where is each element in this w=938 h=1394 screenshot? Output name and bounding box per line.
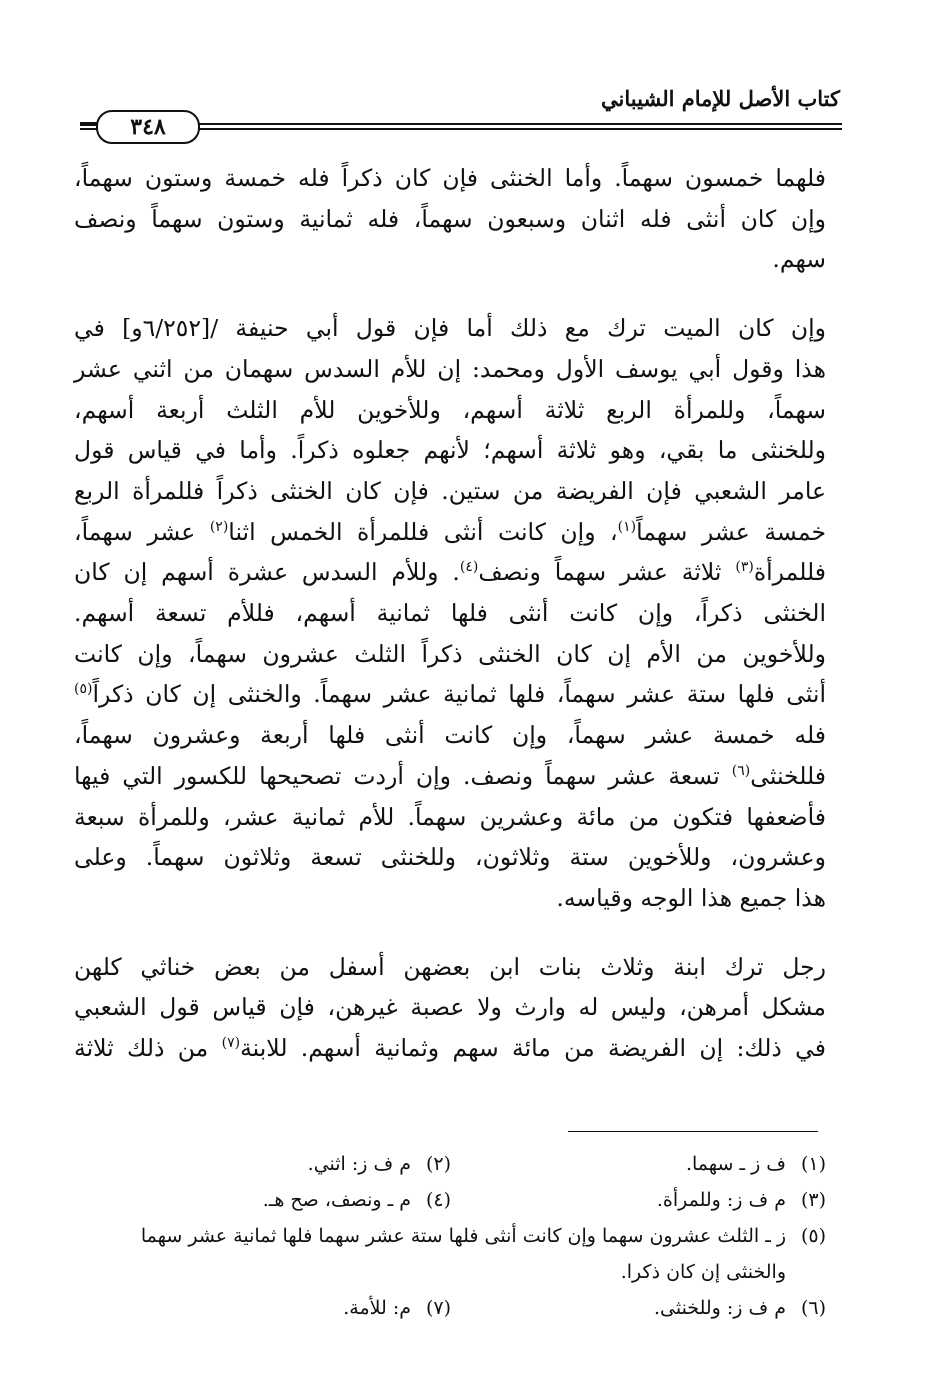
footnote-text: م: للأمة.: [343, 1297, 411, 1319]
text-line: الخنثى ذكراً، وإن كانت أنثى فلها ثمانية أسهم، فللأم تسعة أسهم.: [74, 599, 826, 628]
text-line: [74, 552, 826, 593]
page-number: ٣٤٨: [96, 110, 200, 144]
footnote-6: [451, 1290, 826, 1326]
text-line: وإن كان أنثى فله اثنان وسبعون سهماً، فله ثمانية وستون سهماً ونصف: [74, 204, 826, 233]
text-run: . وللأم السدس عشرة أسهم إن كان: [74, 558, 460, 587]
footnote-row: [76, 1218, 826, 1254]
footnote-4: [76, 1182, 451, 1218]
paragraph-1: [74, 158, 826, 280]
footnote-number: (٢): [425, 1153, 451, 1175]
footnote-mark-4: (٤): [459, 559, 479, 576]
footnote-mark-1: (١): [617, 518, 637, 535]
text-line: فلهما خمسون سهماً. وأما الخنثى فإن كان ذكراً فله خمسة وستون سهماً،: [74, 164, 826, 192]
text-run: فللمرأة: [753, 558, 826, 587]
text-run: ، وإن كانت أنثى فللمرأة الخمس اثنا: [228, 517, 618, 546]
text-run: من ذلك ثلاثة: [74, 1034, 222, 1063]
footnotes: [76, 1146, 826, 1326]
footnote-row: [76, 1182, 826, 1218]
text-run: خمسة عشر سهماً: [636, 517, 826, 546]
footnote-text: ز ـ الثلث عشرون سهما وإن كانت أنثى فلها ستة عشر سهما فلها ثمانية عشر سهما: [140, 1225, 786, 1247]
text-line: [74, 756, 826, 797]
footnote-number: (٦): [800, 1297, 826, 1319]
footnote-text: م ف ز: وللمرأة.: [656, 1189, 786, 1211]
footnote-mark-6: (٦): [731, 763, 751, 780]
text-line: هذا وقول أبي يوسف الأول ومحمد: إن للأم السدس سهمان من اثني عشر: [74, 354, 826, 383]
footnote-text: ف ز ـ سهما.: [685, 1153, 786, 1175]
footnote-number: (٧): [425, 1297, 451, 1319]
text-line: سهم.: [772, 245, 826, 274]
footnote-text: م ـ ونصف، صح هـ.: [262, 1189, 411, 1211]
text-line: مشكل أمرهن، وليس له وارث ولا عصبة غيرهن، فإن قياس قول الشعبي: [74, 993, 826, 1022]
text-line: هذا جميع هذا الوجه وقياسه.: [556, 883, 826, 912]
footnote-number: (٣): [800, 1189, 826, 1211]
footnote-row: [76, 1290, 826, 1326]
text-line: فأضعفها فتكون من مائة وعشرين سهماً. للأم ثمانية عشر، وللمرأة سبعة: [74, 802, 827, 831]
paragraph-2: [74, 308, 826, 919]
text-line: رجل ترك ابنة وثلاث بنات ابن بعضهن أسفل من بعض خناثي كلهن: [74, 952, 826, 981]
footnote-mark-2: (٢): [209, 518, 229, 535]
footnote-3: [451, 1182, 826, 1218]
text-line: وللأخوين من الأم إن كان الخنثى ذكراً الثلث عشرون سهماً، وإن كانت: [74, 639, 826, 668]
footnote-mark-5: (٥): [74, 681, 93, 698]
footnote-number: (١): [800, 1153, 826, 1175]
text-line: وللخنثى ما بقي، وهو ثلاثة أسهم؛ لأنهم جعلوه ذكراً. وأما في قياس قول: [74, 436, 826, 465]
footnote-rule: [568, 1131, 818, 1132]
footnote-2: [76, 1146, 451, 1182]
text-line: [74, 1028, 826, 1069]
text-line: [74, 674, 826, 715]
footnote-row: [76, 1254, 826, 1290]
footnote-mark-7: (٧): [221, 1035, 241, 1052]
footnote-5: [76, 1218, 826, 1254]
text-line: عامر الشعبي فإن الفريضة من ستين. فإن كان الخنثى ذكراً فللمرأة الربع: [74, 476, 826, 505]
text-line: فله خمسة عشر سهماً، وإن كانت أنثى فلها أربعة وعشرون سهماً،: [74, 721, 826, 750]
text-line: سهماً، وللمرأة الربع ثلاثة أسهم، وللأخوين للأم الثلث أربعة أسهم،: [74, 395, 826, 424]
text-run: فللخنثى: [750, 761, 826, 790]
footnote-number: (٤): [425, 1189, 451, 1211]
footnote-mark-3: (٣): [735, 559, 754, 576]
text-line: وإن كان الميت ترك مع ذلك أما فإن قول أبي حنيفة /[٦/٢٥٢و] في: [74, 314, 826, 343]
text-run: تسعة عشر سهماً ونصف. وإن أردت تصحيحها للكسور التي فيها: [74, 761, 732, 790]
text-run: في ذلك: إن الفريضة من مائة سهم وثمانية أسهم. للابنة: [240, 1034, 826, 1063]
footnote-text: م ف ز: وللخنثى.: [653, 1297, 786, 1319]
text-run: أنثى فلها ستة عشر سهماً، فلها ثمانية عشر سهماً. والخنثى إن كان ذكراً: [92, 680, 826, 709]
paragraph-3: [74, 947, 826, 1069]
text-line: [74, 512, 826, 553]
running-title: كتاب الأصل للإمام الشيباني: [601, 86, 840, 111]
footnote-7: [76, 1290, 451, 1326]
text-run: ثلاثة عشر سهماً ونصف: [478, 558, 736, 587]
footnote-5-continued: والخنثى إن كان ذكرا.: [620, 1261, 786, 1283]
footnote-row: [76, 1146, 826, 1182]
text-run: عشر سهماً،: [74, 517, 210, 546]
text-line: وعشرون، وللأخوين ستة وثلاثون، وللخنثى تسعة وثلاثون سهماً. وعلى: [74, 843, 826, 872]
main-text: [74, 158, 826, 1069]
footnote-text: م ف ز: اثني.: [307, 1153, 411, 1175]
footnote-1: [451, 1146, 826, 1182]
footnote-number: (٥): [800, 1225, 826, 1247]
